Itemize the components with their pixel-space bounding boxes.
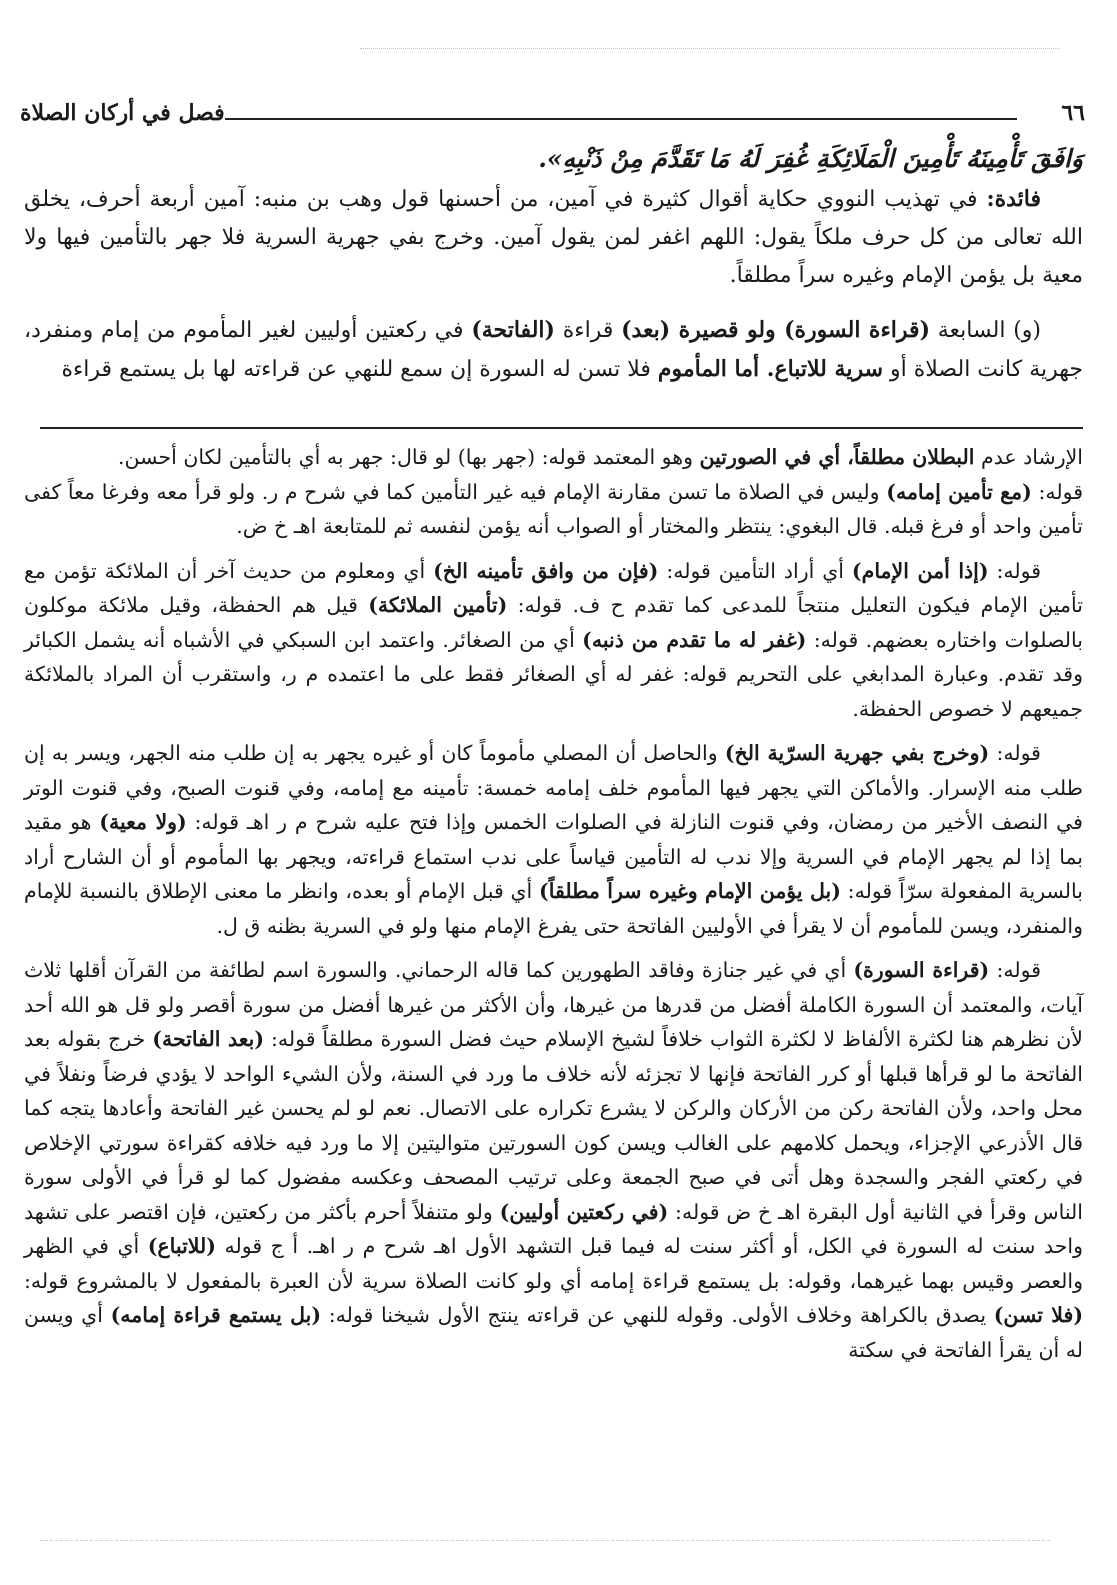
text-run: (و) السابعة [929, 318, 1041, 343]
scan-artifact-top [360, 48, 1060, 63]
text-run: ولو متنفلاً أحرم بأكثر من ركعتين، فإن اقتصر على تشهد واحد سنت له السورة في الكل، أو أكثر سنت له فيما قبل التشهد الأول اهـ شرح م ر اهـ. أ ج قوله [24, 1199, 1084, 1258]
text-run: وليس في الصلاة ما تسن مقارنة الإمام فيه غير التأمين كما في شرح م ر. ولو قرأ معه وفرغا معاً كفى تأمين واحد أو فرغ قبله. قال البغوي: ينتظر والمختار أو الصواب أنه يؤمن لنفسه ثم للمتابعة اهـ خ ض. [24, 479, 1083, 538]
bold-run: (مع تأمين إمامه) [886, 479, 1032, 504]
text-run: أي أراد التأمين قوله: [658, 558, 852, 583]
text-run: قوله: [989, 958, 1041, 982]
bold-run: (في ركعتين أوليين) [499, 1199, 669, 1224]
bold-run: سرية للاتباع. أما المأموم [657, 356, 884, 382]
bold-run: (للاتباع) [147, 1234, 216, 1258]
text-run: أي في غير جنازة وفاقد الطهورين كما قاله الرحماني. والسورة اسم لطائفة من القرآن أقلها ثلاث آيات، والمعتمد أن السورة الكاملة أفضل من قدرها من غيرها، وأن الأكثر من غيرها أفضل من سورة أقصر ولو قل هو الله أحد لأن نظرهم هنا لكثرة الألفاظ لا لكثرة الثواب خلافاً لشيخ الإسلام حيث فضل السورة مطلقاً قوله: [24, 958, 1083, 1051]
text-run: في ركعتين أوليين لغير المأموم من إمام ومنفرد، جهرية كانت الصلاة أو [24, 318, 1083, 382]
faida-paragraph [24, 180, 1083, 295]
text-run: أي ويسن له أن يقرأ الفاتحة في سكتة [24, 1303, 1083, 1362]
text-run: أي من الصغائر. واعتمد ابن السبكي في الأشباه أنه يشمل الكبائر وقد تقدم. وعبارة المدابغي على التحريم قوله: غفر له أي الصغائر فقط على ما اعتمده م ر، واستقرب أن المراد بالملائكة جميعهم لا خصوص الحفظة. [24, 627, 1083, 721]
text-run: قوله: [989, 741, 1041, 765]
text-run: خرج بقوله بعد الفاتحة ما لو قرأها قبلها أو كرر الفاتحة فإنها لا تجزئه لأنه خلاف ما ورد في السنة، ولأن الشيء الواحد لا يؤدي فرضاً ونفلاً في محل واحد، ولأن الفاتحة ركن من الأركان والركن لا يشرع تكراره على الاتصال. نعم لو لم يحسن غير الفاتحة وأعادها يتجه كما قال الأذرعي الإجزاء، ويحمل كلامهم على الغالب ويسن كون السورتين متواليتين إلا ما ورد فيه خلافه كقراءة سورتي الإخلاص في ركعتي الفجر والسجدة وهل أتى في صبح الجمعة وعلى ترتيب المصحف وعكسه مفضول كما لو قرأ في الأولى سورة الناس وقرأ في الثانية أول البقرة اهـ خ ض قوله: [24, 1027, 1084, 1224]
text-run: قوله: [1031, 479, 1083, 504]
bold-run: (قراءة السورة) ولو قصيرة (بعد) [621, 317, 930, 343]
bold-run: (بل يستمع قراءة إمامه) [110, 1303, 322, 1327]
scan-artifact-bottom [40, 1540, 1050, 1559]
text-run: قيل هم الحفظة، وقيل ملائكة موكلون بالصلوات واختاره بعضهم. قوله: [24, 593, 1083, 652]
header-rule [225, 118, 1017, 120]
text-run: قراءة [554, 318, 622, 343]
footnote-divider [40, 427, 1083, 429]
bold-run: (بل يؤمن الإمام وغيره سراً مطلقاً) [539, 879, 841, 903]
hadith-text: وَافَقَ تَأْمِينَهُ تَأْمِينَ الْمَلَائِكَةِ غُفِرَ لَهُ مَا تَقَدَّمَ مِنْ ذَنْبِهِ». [538, 144, 1083, 173]
seventh-pillar-paragraph [24, 311, 1083, 389]
text-run: فلا تسن له السورة إن سمع للنهي عن قراءته لها بل يستمع قراءة [61, 357, 658, 382]
text-run: أي قبل الإمام أو بعده، وانظر ما معنى الإطلاق بالنسبة للإمام والمنفرد، ويسن للمأموم أن لا يقرأ في الأوليين الفاتحة حتى يفرغ الإمام منها ولو في السرية بظنه ق ل. [24, 879, 1083, 938]
text-run: والحاصل أن المصلي مأموماً كان أو غيره يجهر به إن طلب منه الجهر، ويسر به إن طلب منه الإسرار. والأماكن التي يجهر فيها المأموم خلف إمامه خمسة: تأمينه مع إمامه، وفي قنوت الصبح، وفي قنوت الوتر في النصف الأخير من رمضان، وفي قنوت النازلة في الصلوات الخمس وإذا فتح عليه شرح م ر اهـ قوله: [24, 741, 1083, 834]
chapter-title: فصل في أركان الصلاة [20, 100, 225, 126]
text-run: يصدق بالكراهة وخلاف الأولى. وقوله للنهي عن قراءته ينتج الأول شيخنا قوله: [321, 1303, 994, 1327]
faida-text: في تهذيب النووي حكاية أقوال كثيرة في آمين، من أحسنها قول وهب بن منبه: آمين أربعة أحرف، يخلق الله تعالى من كل حرف ملكاً يقول: اللهم اغفر لمن يقول آمين. وخرج بفي جهرية السرية فلا جهر بالتأمين فيها ولا معية بل يؤمن الإمام وغيره سراً مطلقاً. [24, 187, 1083, 288]
bold-run: (فلا تسن) [993, 1303, 1084, 1327]
note-paragraph [24, 736, 1083, 943]
main-text [24, 138, 1083, 389]
text-run: قوله: [988, 558, 1042, 583]
text-run: وهو المعتمد قوله: (جهر بها) لو قال: جهر به أي بالتأمين لكان أحسن. [118, 445, 700, 469]
bold-run: (فإن من وافق تأمينه الخ) [433, 558, 659, 583]
note-paragraph [24, 953, 1083, 1367]
page-header [20, 92, 1085, 132]
text-run: هو مقيد بما إذا لم يجهر الإمام في السرية وإلا ندب له التأمين قياساً على ندب استماع قراءته، ويجهر بها المأموم أو أن الشارح أراد بالسرية المفعولة سرّاً قوله: [24, 810, 1084, 903]
bold-run: (قراءة السورة) [853, 958, 990, 982]
note-paragraph [24, 554, 1083, 727]
text-run: أي ومعلوم من حديث آخر أن الملائكة تؤمن مع تأمين الإمام فيكون التعليل منتجاً للمدعى كما تقدم ح ف. قوله: [24, 558, 1083, 617]
note-paragraph [24, 475, 1083, 544]
bold-run: (بعد الفاتحة) [152, 1027, 265, 1051]
text-run: أي في الظهر والعصر وقيس بهما غيرهما، وقوله: بل يستمع قراءة إمامه أي ولو كانت الصلاة سرية لأن العبرة بالمفعول لا بالمشروع قوله: [24, 1234, 1083, 1293]
bold-run: (الفاتحة) [471, 317, 555, 343]
bold-run: (ولا معية) [99, 810, 187, 834]
bold-run: (غفر له ما تقدم من ذنبه) [582, 627, 807, 652]
bold-run: (تأمين الملائكة) [368, 593, 508, 617]
text-run: الإرشاد عدم [974, 445, 1083, 469]
commentary-notes [24, 440, 1083, 1367]
bold-run: (إذا أمن الإمام) [851, 558, 989, 583]
note-paragraph [24, 440, 1083, 475]
page-number: ٦٦ [1061, 100, 1085, 126]
faida-label: فائدة: [986, 186, 1041, 212]
bold-run: (وخرج بفي جهرية السرّية الخ) [724, 741, 990, 765]
bold-run: البطلان مطلقاً، أي في الصورتين [699, 445, 975, 469]
